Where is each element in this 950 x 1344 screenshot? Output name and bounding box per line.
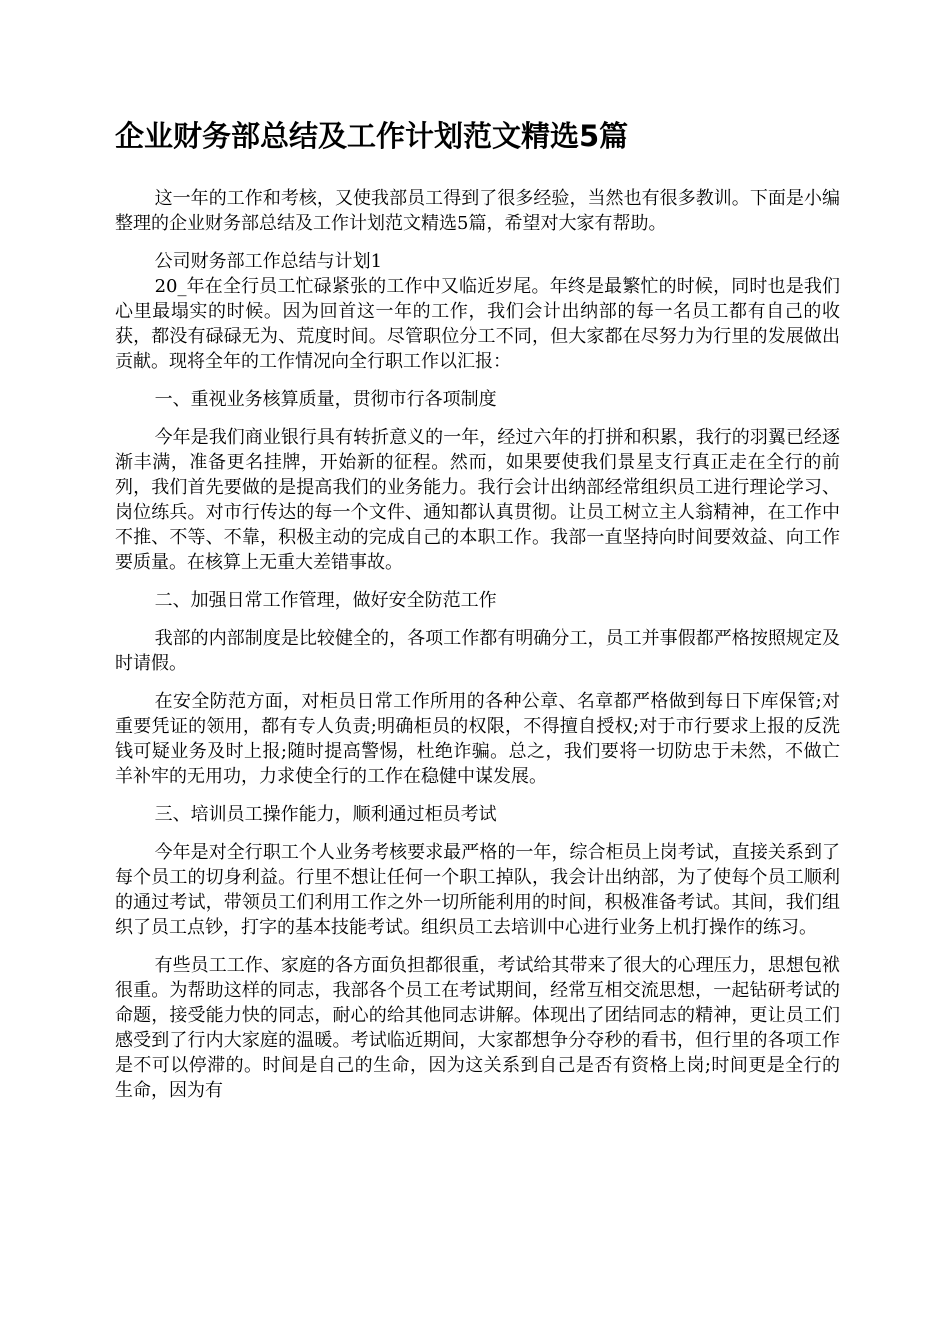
paragraph: 今年是我们商业银行具有转折意义的一年，经过六年的打拼和积累，我行的羽翼已经逐渐丰满，准备更名挂牌，开始新的征程。然而，如果要使我们景星支行真正走在全行的前列，我们首先要做的是提高我们的业务能力。我行会计出纳部经常组织员工进行理论学习、岗位练兵。对市行传达的每一个文件、通知都认真贯彻。让员工树立主人翁精神，在工作中不推、不等、不靠，积极主动的完成自己的本职工作。我部一直坚持向时间要效益、向工作要质量。在核算上无重大差错事故。 (115, 427, 840, 573)
intro-paragraph: 这一年的工作和考核，又使我部员工得到了很多经验，当然也有很多教训。下面是小编整理的企业财务部总结及工作计划范文精选5篇，希望对大家有帮助。 (115, 188, 840, 234)
section-heading: 一、重视业务核算质量，贯彻市行各项制度 (154, 389, 497, 410)
document-body (115, 186, 840, 1116)
paragraph: 在安全防范方面，对柜员日常工作所用的各种公章、名章都严格做到每日下库保管;对重要凭证的领用，都有专人负责;明确柜员的权限，不得擅自授权;对于市行要求上报的反洗钱可疑业务及时上报;随时提高警惕，杜绝诈骗。总之，我们要将一切防忠于未然，不做亡羊补牢的无用功，力求使全行的工作在稳健中谋发展。 (115, 691, 840, 787)
paragraph: 20_年在全行员工忙碌紧张的工作中又临近岁尾。年终是最繁忙的时候，同时也是我们心里最塌实的时候。因为回首这一年的工作，我们会计出纳部的每一名员工都有自己的收获，都没有碌碌无为、荒度时间。尽管职位分工不同，但大家都在尽努力为行里的发展做出贡献。现将全年的工作情况向全行职工作以汇报： (115, 276, 840, 372)
paragraph: 今年是对全行职工个人业务考核要求最严格的一年，综合柜员上岗考试，直接关系到了每个员工的切身利益。行里不想让任何一个职工掉队，我会计出纳部，为了使每个员工顺利的通过考试，带领员工们利用工作之外一切所能利用的时间，积极准备考试。其间，我们组织了员工点钞，打字的基本技能考试。组织员工去培训中心进行业务上机打操作的练习。 (115, 842, 840, 938)
section-heading: 三、培训员工操作能力，顺利通过柜员考试 (154, 804, 497, 825)
section-subtitle: 公司财务部工作总结与计划1 (154, 251, 383, 272)
paragraph: 我部的内部制度是比较健全的，各项工作都有明确分工，员工并事假都严格按照规定及时请假。 (115, 628, 840, 674)
paragraph: 有些员工工作、家庭的各方面负担都很重，考试给其带来了很大的心理压力，思想包袱很重。为帮助这样的同志，我部各个员工在考试期间，经常互相交流思想，一起钻研考试的命题，接受能力快的同志，耐心的给其他同志讲解。体现出了团结同志的精神，更让员工们感受到了行内大家庭的温暖。考试临近期间，大家都想争分夺秒的看书，但行里的各项工作是不可以停滞的。时间是自己的生命，因为这关系到自己是否有资格上岗;时间更是全行的生命，因为有 (115, 955, 840, 1101)
document-title: 企业财务部总结及工作计划范文精选5篇 (115, 119, 629, 153)
section-heading: 二、加强日常工作管理，做好安全防范工作 (154, 590, 497, 611)
